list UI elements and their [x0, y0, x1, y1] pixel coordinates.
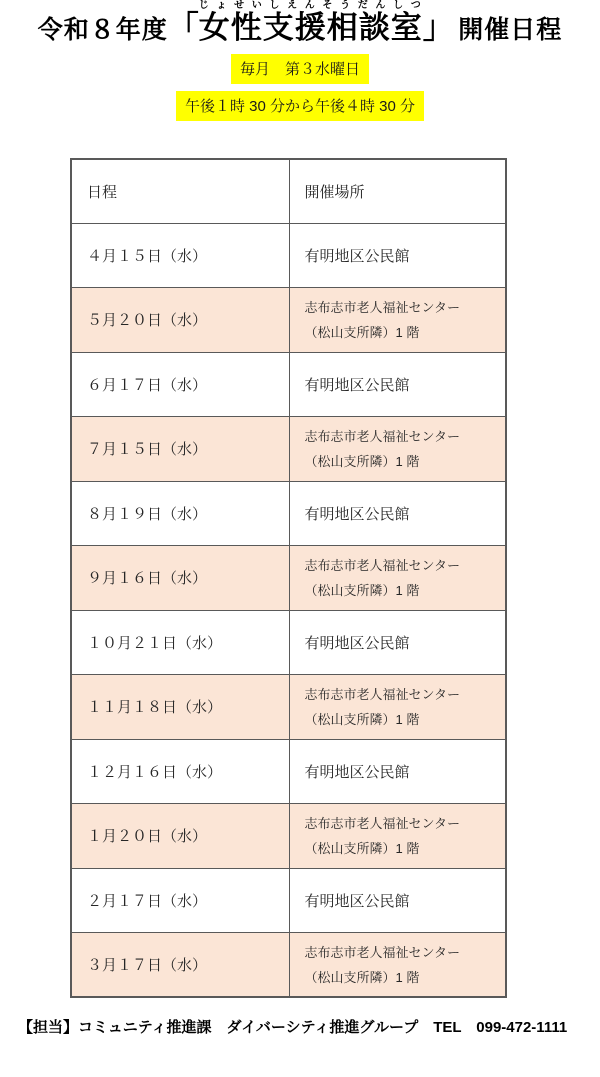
- table-row: [71, 481, 506, 546]
- venue-cell: [289, 675, 506, 740]
- table-row: [71, 352, 506, 417]
- title-main-with-ruby: [198, 0, 423, 45]
- venue-cell: 有明地区公民館: [289, 352, 506, 417]
- date-cell: ５月２０日（水）: [71, 288, 289, 353]
- date-cell: ６月１７日（水）: [71, 352, 289, 417]
- title-close-bracket: 」: [422, 10, 454, 45]
- venue-cell: 有明地区公民館: [289, 739, 506, 804]
- schedule-frequency-highlight: 毎月 第３水曜日: [231, 54, 369, 84]
- date-cell: ８月１９日（水）: [71, 481, 289, 546]
- venue-cell: [289, 804, 506, 869]
- contact-footer: 【担当】コミュニティ推進課 ダイバーシティ推進グループ TEL 099-472-1111: [18, 1019, 568, 1036]
- header-venue: 開催場所: [289, 159, 506, 223]
- time-line: [0, 91, 600, 121]
- venue-cell: [289, 933, 506, 998]
- venue-cell: 有明地区公民館: [289, 481, 506, 546]
- venue-line-2: （松山支所隣）1 階: [304, 324, 420, 340]
- table-row: [71, 868, 506, 933]
- venue-cell: 有明地区公民館: [289, 868, 506, 933]
- date-cell: ２月１７日（水）: [71, 868, 289, 933]
- venue-line-1: 志布志市老人福祉センター: [304, 557, 460, 573]
- title-furigana: じょせいしえんそうだんしつ: [198, 0, 423, 11]
- venue-cell: [289, 288, 506, 353]
- venue-cell: 有明地区公民館: [289, 223, 506, 288]
- schedule-time-highlight: 午後１時 30 分から午後４時 30 分: [176, 91, 424, 121]
- venue-line-2: （松山支所隣）1 階: [304, 711, 420, 727]
- date-cell: １月２０日（水）: [71, 804, 289, 869]
- table-row: [71, 675, 506, 740]
- table-row: [71, 933, 506, 998]
- schedule-table: [70, 158, 507, 998]
- date-cell: １０月２１日（水）: [71, 610, 289, 675]
- frequency-line: [0, 54, 600, 84]
- date-cell: １１月１８日（水）: [71, 675, 289, 740]
- table-row: [71, 804, 506, 869]
- table-row: [71, 610, 506, 675]
- venue-line-2: （松山支所隣）1 階: [304, 969, 420, 985]
- venue-cell: 有明地区公民館: [289, 610, 506, 675]
- venue-cell: [289, 546, 506, 611]
- date-cell: ３月１７日（水）: [71, 933, 289, 998]
- date-cell: ４月１５日（水）: [71, 223, 289, 288]
- date-cell: ７月１５日（水）: [71, 417, 289, 482]
- header-date: 日程: [71, 159, 289, 223]
- venue-line-1: 志布志市老人福祉センター: [304, 815, 460, 831]
- title-fiscal-year: 令和８年度: [37, 16, 168, 44]
- venue-line-2: （松山支所隣）1 階: [304, 582, 420, 598]
- venue-line-1: 志布志市老人福祉センター: [304, 299, 460, 315]
- page-title: [0, 0, 600, 45]
- title-main-text: 女性支援相談室: [198, 10, 423, 45]
- table-row: [71, 417, 506, 482]
- table-row: [71, 223, 506, 288]
- date-cell: １２月１６日（水）: [71, 739, 289, 804]
- venue-line-2: （松山支所隣）1 階: [304, 453, 420, 469]
- venue-line-2: （松山支所隣）1 階: [304, 840, 420, 856]
- venue-line-1: 志布志市老人福祉センター: [304, 944, 460, 960]
- venue-cell: [289, 417, 506, 482]
- table-row: [71, 546, 506, 611]
- venue-line-1: 志布志市老人福祉センター: [304, 428, 460, 444]
- venue-line-1: 志布志市老人福祉センター: [304, 686, 460, 702]
- title-open-bracket: 「: [167, 10, 199, 45]
- table-header-row: [71, 159, 506, 223]
- date-cell: ９月１６日（水）: [71, 546, 289, 611]
- title-suffix: 開催日程: [458, 16, 563, 44]
- table-row: [71, 739, 506, 804]
- table-row: [71, 288, 506, 353]
